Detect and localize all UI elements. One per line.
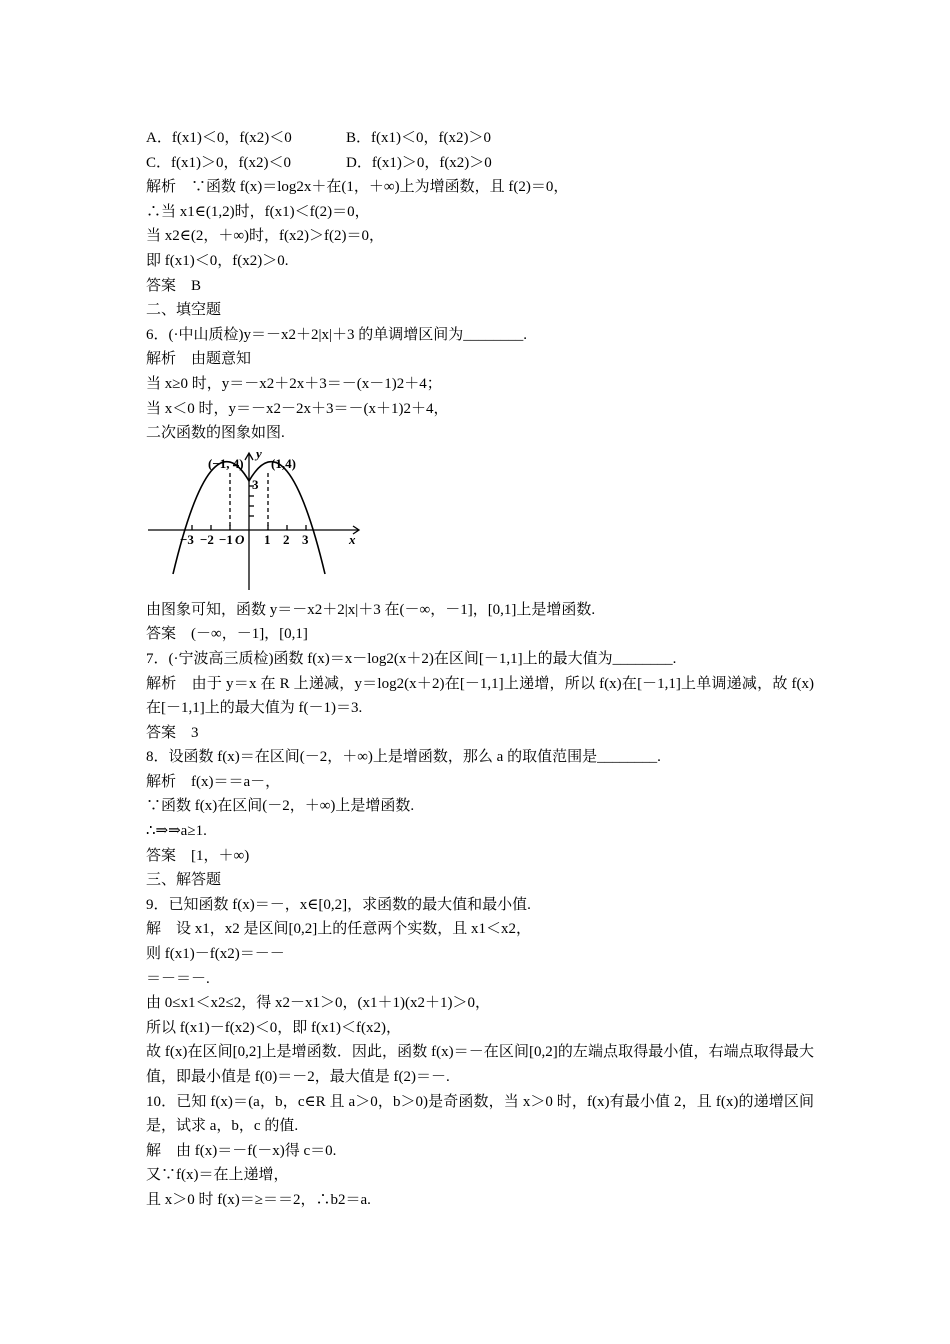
text-line: 由图象可知，函数 y＝－x2＋2|x|＋3 在(－∞，－1]，[0,1]上是增函数. bbox=[146, 601, 596, 618]
section-heading: 三、解答题 bbox=[146, 872, 222, 889]
x-tick-label: 3 bbox=[302, 531, 309, 547]
x-tick-label: 2 bbox=[283, 531, 290, 547]
text-line: 即 f(x1)＜0，f(x2)＞0. bbox=[146, 252, 289, 269]
text-line: ∴当 x1∈(1,2)时，f(x1)＜f(2)＝0， bbox=[146, 203, 370, 220]
text-line: 所以 f(x1)－f(x2)＜0，即 f(x1)＜f(x2)， bbox=[146, 1019, 401, 1036]
x-axis-label: x bbox=[349, 531, 356, 547]
text-line: 解析 ∵函数 f(x)＝log2x＋在(1，＋∞)上为增函数，且 f(2)＝0， bbox=[146, 179, 569, 196]
question-6: 6．(·中山质检)y＝－x2＋2|x|＋3 的单调增区间为________. bbox=[146, 326, 527, 343]
text-line: 当 x2∈(2，＋∞)时，f(x2)＞f(2)＝0， bbox=[146, 228, 385, 245]
text-line: 当 x≥0 时，y＝－x2＋2x＋3＝－(x－1)2＋4； bbox=[146, 375, 442, 392]
option-a: A．f(x1)＜0，f(x2)＜0 bbox=[146, 130, 292, 146]
answer-line: 答案 (－∞，－1]，[0,1] bbox=[146, 626, 308, 643]
question-10: 10．已知 f(x)＝(a，b，c∈R 且 a＞0，b＞0)是奇函数，当 x＞0 时，f(x)有最小值 2，且 f(x)的递增区间是，试求 a，b，c 的值. bbox=[146, 1093, 814, 1135]
text-line: 解 由 f(x)＝－f(－x)得 c＝0. bbox=[146, 1142, 337, 1159]
text-line: 则 f(x1)－f(x2)＝－－ bbox=[146, 946, 285, 963]
answer-line: 答案 B bbox=[146, 277, 202, 294]
text-line: 又∵f(x)＝在上递增， bbox=[146, 1167, 289, 1184]
option-d: D．f(x1)＞0，f(x2)＞0 bbox=[346, 154, 492, 171]
origin-label: O bbox=[235, 531, 245, 547]
quadratic-graph-figure bbox=[146, 448, 814, 596]
answer-line: 答案 3 bbox=[146, 724, 199, 741]
text-line: 二次函数的图象如图. bbox=[146, 425, 285, 442]
text-line: 解 设 x1，x2 是区间[0,2]上的任意两个实数，且 x1＜x2， bbox=[146, 921, 531, 938]
answer-line: 答案 [1，＋∞) bbox=[146, 847, 250, 864]
text-line: ∴⇒⇒a≥1. bbox=[146, 823, 207, 840]
option-b: B．f(x1)＜0，f(x2)＞0 bbox=[346, 130, 491, 146]
question-9: 9．已知函数 f(x)＝－，x∈[0,2]，求函数的最大值和最小值. bbox=[146, 896, 531, 913]
x-tick-label: −3 bbox=[180, 531, 194, 547]
y-axis-label: y bbox=[256, 447, 262, 461]
text-line: 解析 f(x)＝＝a－， bbox=[146, 773, 281, 790]
question-7: 7．(·宁波高三质检)函数 f(x)＝x－log2(x＋2)在区间[－1,1]上的最大值为________. bbox=[146, 650, 677, 667]
x-tick-label: −2 bbox=[200, 531, 214, 547]
text-line: 解析 由题意知 bbox=[146, 351, 252, 368]
text-paragraph: 解析 由于 y＝x 在 R 上递减，y＝log2(x＋2)在[－1,1]上递增，所以 f(x)在[－1,1]上单调递减，故 f(x)在[－1,1]上的最大值为 f(－1)＝3. bbox=[146, 675, 814, 717]
peak-left-label: (−1, 4) bbox=[208, 455, 244, 471]
text-line: 由 0≤x1＜x2≤2，得 x2－x1＞0，(x1＋1)(x2＋1)＞0， bbox=[146, 995, 490, 1012]
option-c: C．f(x1)＞0，f(x2)＜0 bbox=[146, 154, 291, 171]
document-page bbox=[146, 126, 814, 1213]
text-line: 且 x＞0 时 f(x)＝≥＝＝2，∴b2＝a. bbox=[146, 1191, 371, 1208]
text-line: 当 x＜0 时，y＝－x2－2x＋3＝－(x＋1)2＋4， bbox=[146, 400, 449, 417]
question-8: 8．设函数 f(x)＝在区间(－2，＋∞)上是增函数，那么 a 的取值范围是________. bbox=[146, 749, 661, 766]
text-line: ＝－＝－. bbox=[146, 970, 210, 987]
section-heading: 二、填空题 bbox=[146, 302, 222, 319]
options-row-cd bbox=[146, 151, 814, 176]
peak-right-label: (1,4) bbox=[271, 455, 296, 471]
x-tick-label: 1 bbox=[264, 531, 271, 547]
options-row-ab bbox=[146, 126, 814, 151]
text-paragraph: 故 f(x)在区间[0,2]上是增函数．因此，函数 f(x)＝－在区间[0,2]的左端点取得最小值，右端点取得最大值，即最小值是 f(0)＝－2，最大值是 f(2)＝－. bbox=[146, 1044, 814, 1085]
quadratic-graph bbox=[146, 448, 366, 596]
x-tick-label: −1 bbox=[219, 531, 233, 547]
y-intercept-label: 3 bbox=[252, 476, 259, 492]
text-line: ∵函数 f(x)在区间(－2，＋∞)上是增函数. bbox=[146, 798, 415, 815]
